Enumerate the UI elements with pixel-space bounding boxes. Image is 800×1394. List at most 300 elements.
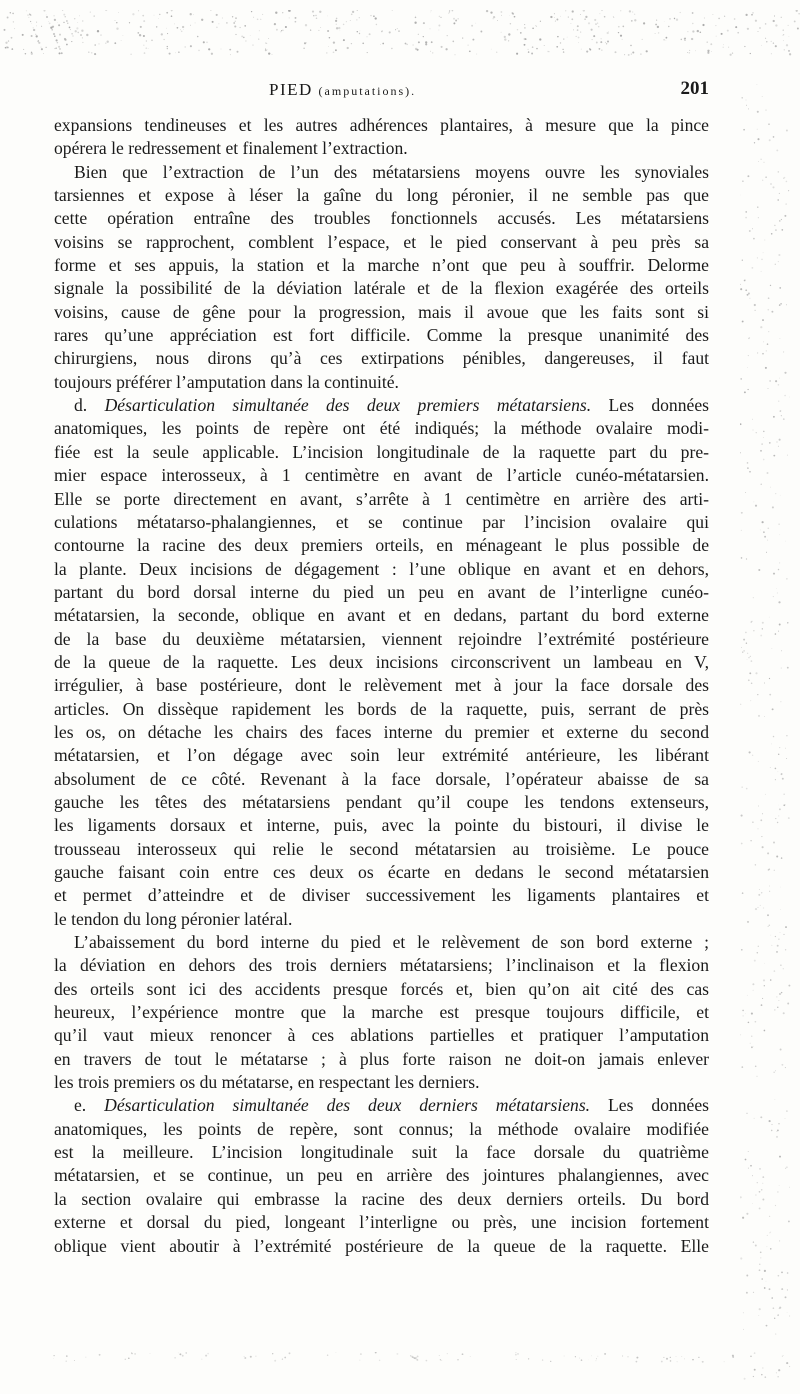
scan-speck — [75, 30, 77, 32]
scan-speck — [700, 31, 702, 33]
scan-speck — [140, 26, 142, 28]
scan-speck — [268, 52, 270, 54]
scan-speck — [783, 418, 785, 420]
scan-speck — [757, 207, 758, 208]
scan-speck — [406, 44, 408, 46]
scan-speck — [185, 1352, 186, 1353]
scan-speck — [780, 887, 781, 888]
scan-speck — [520, 32, 522, 34]
scan-speck — [251, 11, 252, 12]
scan-speck — [151, 39, 153, 41]
scan-speck — [744, 1378, 746, 1380]
scan-speck — [762, 998, 763, 999]
scan-speck — [54, 19, 56, 21]
scan-speck — [742, 180, 743, 181]
scan-speck — [304, 42, 306, 44]
scan-speck — [116, 22, 117, 23]
text-line: anatomiques, les points de repère ont été indiqués; la méthode ovalaire modi- — [54, 418, 709, 439]
scan-speck — [760, 1257, 761, 1258]
scan-speck — [781, 17, 782, 18]
scan-speck — [764, 1030, 766, 1032]
scan-speck — [789, 1316, 790, 1317]
scan-speck — [418, 41, 420, 43]
scan-speck — [31, 23, 32, 24]
scan-speck — [542, 1359, 543, 1360]
scan-speck — [613, 16, 614, 17]
scan-speck — [327, 16, 328, 17]
scan-speck — [775, 1099, 776, 1100]
scan-speck — [532, 28, 534, 30]
scan-speck — [550, 1361, 551, 1362]
scan-speck — [774, 1072, 775, 1073]
scan-speck — [82, 20, 83, 21]
scan-speck — [562, 49, 563, 50]
scan-speck — [244, 1357, 246, 1359]
scan-speck — [777, 1191, 778, 1192]
scan-speck — [778, 261, 779, 262]
scan-speck — [501, 32, 502, 33]
scan-speck — [193, 14, 194, 15]
scan-speck — [328, 46, 329, 47]
scan-speck — [730, 54, 732, 56]
scan-speck — [698, 1357, 699, 1358]
scan-speck — [295, 17, 297, 19]
scan-speck — [749, 471, 751, 473]
scan-speck — [757, 129, 758, 130]
scan-speck — [570, 23, 571, 24]
scan-speck — [666, 40, 667, 41]
scan-speck — [166, 12, 168, 14]
scan-speck — [182, 26, 184, 28]
scan-speck — [504, 38, 506, 40]
scan-speck — [761, 1374, 763, 1376]
scan-speck — [776, 951, 778, 953]
scan-speck — [751, 1013, 753, 1015]
scan-speck — [763, 531, 765, 533]
scan-speck — [182, 1355, 184, 1357]
scan-speck — [756, 432, 757, 433]
text-line: Bien que l’extraction de l’un des métatarsiens moyens ouvre les synoviales — [74, 161, 709, 182]
scan-speck — [554, 17, 555, 18]
scan-speck — [783, 177, 784, 178]
scan-speck — [276, 29, 278, 31]
scan-speck — [746, 558, 747, 559]
scan-speck — [681, 1356, 682, 1357]
scan-speck — [774, 870, 775, 871]
scan-speck — [71, 41, 72, 42]
scan-speck — [380, 44, 381, 45]
scan-speck — [762, 1183, 763, 1184]
scan-speck — [783, 1355, 784, 1356]
scan-speck — [663, 39, 665, 41]
scan-speck — [748, 293, 750, 295]
scan-speck — [585, 16, 587, 18]
text-line: la déviation en dehors des trois derniers métatarsiens; l’inclinaison et la flexion — [54, 955, 709, 976]
scan-speck — [306, 43, 307, 44]
scan-speck — [229, 49, 231, 51]
scan-speck — [782, 1356, 783, 1357]
scan-speck — [184, 46, 185, 47]
scan-speck — [395, 29, 396, 30]
scan-speck — [767, 527, 769, 529]
scan-speck — [788, 190, 789, 191]
scan-speck — [156, 26, 157, 27]
scan-speck — [781, 219, 782, 220]
scan-speck — [336, 24, 337, 25]
scan-speck — [702, 1361, 704, 1363]
scan-speck — [59, 34, 61, 36]
scan-speck — [632, 12, 633, 13]
scan-speck — [146, 40, 147, 41]
scan-speck — [778, 1376, 779, 1377]
text-line: la section ovalaire qui embrasse la racine des deux derniers orteils. Du bord — [54, 1188, 709, 1209]
scan-speck — [786, 758, 787, 759]
scan-speck — [303, 48, 305, 50]
text-line: tarsiennes et expose à léser la gaîne du long péronier, il ne semble pas que — [54, 185, 709, 206]
scan-speck — [284, 1357, 286, 1359]
scan-speck — [776, 149, 778, 151]
scan-speck — [73, 36, 74, 37]
scan-speck — [759, 1207, 761, 1209]
scan-speck — [754, 1352, 756, 1354]
scan-speck — [48, 21, 49, 22]
scan-speck — [777, 592, 778, 593]
scan-speck — [759, 889, 760, 890]
scan-speck — [578, 42, 579, 43]
scan-speck — [397, 28, 398, 29]
scan-speck — [179, 1353, 181, 1355]
scan-speck — [684, 40, 685, 41]
scan-speck — [375, 17, 377, 19]
scan-speck — [26, 10, 27, 11]
scan-speck — [741, 530, 742, 531]
scan-speck — [743, 639, 745, 641]
scan-speck — [765, 110, 766, 111]
scan-speck — [362, 43, 364, 45]
scan-speck — [742, 651, 743, 652]
scan-speck — [218, 23, 219, 24]
scan-speck — [778, 631, 779, 632]
scan-speck — [63, 14, 65, 16]
scan-speck — [622, 26, 624, 28]
scan-speck — [775, 1205, 776, 1206]
scan-speck — [786, 1166, 788, 1168]
scan-speck — [167, 48, 168, 49]
scan-speck — [262, 14, 263, 15]
scan-speck — [79, 15, 80, 16]
scan-speck — [780, 303, 782, 305]
scan-speck — [775, 45, 777, 47]
scan-speck — [687, 31, 688, 32]
scan-speck — [174, 1357, 176, 1359]
scan-speck — [778, 384, 780, 386]
text-line: opérera le redressement et finalement l’extraction. — [54, 138, 408, 159]
scan-speck — [580, 14, 581, 15]
scan-speck — [758, 828, 759, 829]
scan-speck — [356, 19, 357, 20]
scan-speck — [536, 48, 537, 49]
scan-speck — [509, 15, 510, 16]
scan-speck — [770, 183, 771, 184]
scan-speck — [797, 28, 799, 30]
scan-speck — [445, 48, 447, 50]
scan-speck — [601, 38, 602, 39]
scan-speck — [760, 905, 761, 906]
scan-speck — [130, 54, 132, 56]
scan-speck — [759, 1308, 761, 1310]
scan-speck — [762, 622, 764, 624]
scan-speck — [748, 355, 749, 356]
scan-speck — [105, 43, 106, 44]
scan-speck — [458, 18, 459, 19]
scan-speck — [778, 1369, 780, 1371]
scan-speck — [761, 1004, 763, 1006]
scan-speck — [588, 22, 590, 24]
text-line: irrégulier, à base postérieure, dont le relèvement met à jour la face dorsale des — [54, 675, 709, 696]
scan-speck — [163, 39, 164, 40]
scan-speck — [783, 968, 784, 969]
scan-speck — [758, 1315, 759, 1316]
scan-speck — [776, 1372, 777, 1373]
scan-speck — [66, 1355, 68, 1357]
scan-speck — [439, 16, 441, 18]
scan-speck — [740, 288, 742, 290]
scan-speck — [216, 14, 218, 16]
scan-speck — [640, 53, 641, 54]
scan-speck — [131, 1353, 132, 1354]
scan-speck — [784, 215, 786, 217]
scan-speck — [556, 19, 558, 21]
scan-speck — [775, 1070, 776, 1071]
scan-speck — [742, 1217, 744, 1219]
scan-speck — [778, 1123, 779, 1124]
scan-speck — [749, 751, 751, 753]
scan-speck — [432, 52, 433, 53]
scan-speck — [201, 19, 203, 21]
scan-speck — [116, 28, 118, 30]
scan-speck — [369, 33, 371, 35]
scan-speck — [171, 15, 173, 17]
scan-speck — [125, 1359, 126, 1360]
scan-speck — [37, 40, 39, 42]
scan-speck — [631, 54, 632, 55]
scan-speck — [267, 50, 268, 51]
scan-speck — [655, 24, 657, 26]
scan-speck — [734, 18, 736, 20]
scan-speck — [202, 1359, 203, 1360]
scan-speck — [305, 24, 307, 26]
scan-speck — [622, 39, 623, 40]
scan-speck — [773, 596, 774, 597]
scan-speck — [742, 787, 743, 788]
scan-speck — [754, 1118, 755, 1119]
scan-speck — [780, 410, 782, 412]
scan-speck — [756, 84, 757, 85]
text-line — [54, 1094, 709, 1117]
scan-speck — [607, 32, 609, 34]
scan-speck — [636, 1361, 638, 1363]
scan-speck — [779, 534, 780, 535]
scan-speck — [250, 35, 251, 36]
scan-speck — [343, 39, 345, 41]
scan-speck — [747, 653, 748, 654]
scan-speck — [441, 46, 443, 48]
scan-speck — [535, 25, 536, 26]
scan-speck — [595, 1360, 596, 1361]
scan-speck — [282, 1358, 283, 1359]
scan-speck — [207, 1353, 209, 1355]
scan-speck — [556, 46, 558, 48]
scan-speck — [467, 44, 468, 45]
scan-speck — [576, 36, 577, 37]
scan-speck — [741, 843, 743, 845]
scan-speck — [544, 45, 545, 46]
scan-speck — [590, 49, 592, 51]
scan-speck — [320, 27, 321, 28]
scan-speck — [57, 22, 58, 23]
scan-speck — [258, 38, 259, 39]
scan-speck — [765, 176, 767, 178]
scan-speck — [159, 14, 160, 15]
scan-speck — [391, 48, 392, 49]
scan-speck — [510, 23, 511, 24]
scan-speck — [762, 180, 763, 181]
scan-speck — [586, 51, 588, 53]
scan-speck — [789, 1366, 790, 1367]
scan-speck — [250, 1356, 252, 1358]
scan-speck — [423, 22, 425, 24]
scan-speck — [757, 1182, 758, 1183]
text-line: toujours préférer l’amputation dans la continuité. — [54, 371, 399, 392]
scan-speck — [564, 1356, 565, 1357]
scan-speck — [206, 42, 208, 44]
scan-speck — [776, 1131, 777, 1132]
scan-speck — [5, 47, 7, 49]
scan-speck — [763, 342, 764, 343]
scan-speck — [767, 309, 769, 311]
scan-speck — [759, 1191, 761, 1193]
scan-speck — [171, 10, 173, 11]
scan-speck — [392, 10, 393, 11]
scan-speck — [767, 1246, 768, 1247]
scan-speck — [244, 1356, 245, 1357]
scan-speck — [524, 24, 525, 25]
scan-speck — [778, 771, 779, 772]
scan-speck — [501, 15, 502, 16]
scan-speck — [597, 1356, 598, 1357]
scan-speck — [664, 21, 665, 22]
scan-speck — [769, 694, 771, 696]
scan-speck — [789, 36, 790, 37]
scan-speck — [577, 25, 579, 27]
scan-speck — [105, 10, 107, 11]
scan-speck — [766, 1281, 767, 1282]
scan-speck — [680, 12, 681, 13]
scan-speck — [779, 562, 780, 563]
scan-speck — [636, 1357, 638, 1359]
scan-speck — [762, 813, 763, 814]
scan-speck — [440, 17, 441, 18]
scan-speck — [222, 18, 223, 19]
scan-speck — [743, 1329, 744, 1330]
scan-speck — [785, 1168, 786, 1169]
scan-speck — [601, 10, 603, 11]
scan-speck — [765, 38, 766, 39]
scan-speck — [312, 11, 314, 13]
scan-speck — [145, 47, 147, 49]
scan-speck — [36, 22, 37, 23]
scan-speck — [775, 229, 777, 231]
scan-speck — [669, 18, 670, 19]
scan-speck — [794, 20, 796, 22]
scan-speck — [752, 755, 753, 756]
scan-speck — [417, 1359, 418, 1360]
scan-speck — [90, 12, 91, 13]
scan-speck — [604, 1353, 606, 1355]
scan-speck — [410, 1355, 412, 1357]
scan-speck — [762, 1199, 764, 1201]
scan-speck — [423, 36, 424, 37]
scan-speck — [755, 1245, 757, 1247]
scan-speck — [540, 21, 541, 22]
scan-speck — [476, 54, 477, 55]
scan-speck — [128, 1357, 130, 1359]
scan-speck — [360, 1353, 362, 1355]
scan-speck — [695, 50, 696, 51]
scan-speck — [747, 367, 748, 368]
scan-speck — [759, 1269, 761, 1271]
scan-speck — [58, 24, 60, 26]
text-line: en travers de tout le métatarse ; à plus forte raison ne doit-on jamais enlever — [54, 1048, 709, 1069]
scan-speck — [748, 338, 749, 339]
scan-speck — [230, 54, 231, 55]
scan-speck — [754, 142, 755, 143]
scan-speck — [747, 294, 749, 296]
scan-speck — [8, 40, 9, 41]
scan-speck — [769, 1288, 771, 1290]
scan-speck — [629, 10, 631, 12]
scan-speck — [769, 1120, 771, 1122]
scan-speck — [25, 53, 26, 54]
scan-speck — [764, 1287, 766, 1289]
scan-speck — [781, 1272, 783, 1274]
scan-speck — [670, 1360, 672, 1362]
scan-speck — [563, 39, 564, 40]
text-line: des orteils sont ici des accidents presque forcés et, bien qu’on ait cité des cas — [54, 978, 709, 999]
scan-speck — [508, 33, 510, 35]
text-line: les trois premiers os du métatarse, en respectant les derniers. — [54, 1072, 480, 1093]
scan-speck — [511, 12, 513, 14]
scan-speck — [770, 767, 771, 768]
scan-speck — [773, 136, 775, 138]
scan-speck — [787, 1003, 789, 1005]
scan-speck — [618, 32, 619, 33]
scan-speck — [779, 1156, 781, 1158]
scan-speck — [333, 41, 335, 43]
scan-speck — [154, 15, 155, 16]
scan-speck — [763, 252, 764, 253]
scan-speck — [781, 773, 782, 774]
scan-speck — [754, 304, 756, 306]
scan-speck — [190, 13, 192, 15]
scan-speck — [76, 27, 78, 29]
scan-speck — [174, 24, 175, 25]
scan-speck — [607, 40, 609, 42]
scan-speck — [547, 51, 548, 52]
scan-speck — [29, 17, 30, 18]
scan-speck — [755, 1066, 757, 1068]
scan-speck — [779, 808, 781, 810]
